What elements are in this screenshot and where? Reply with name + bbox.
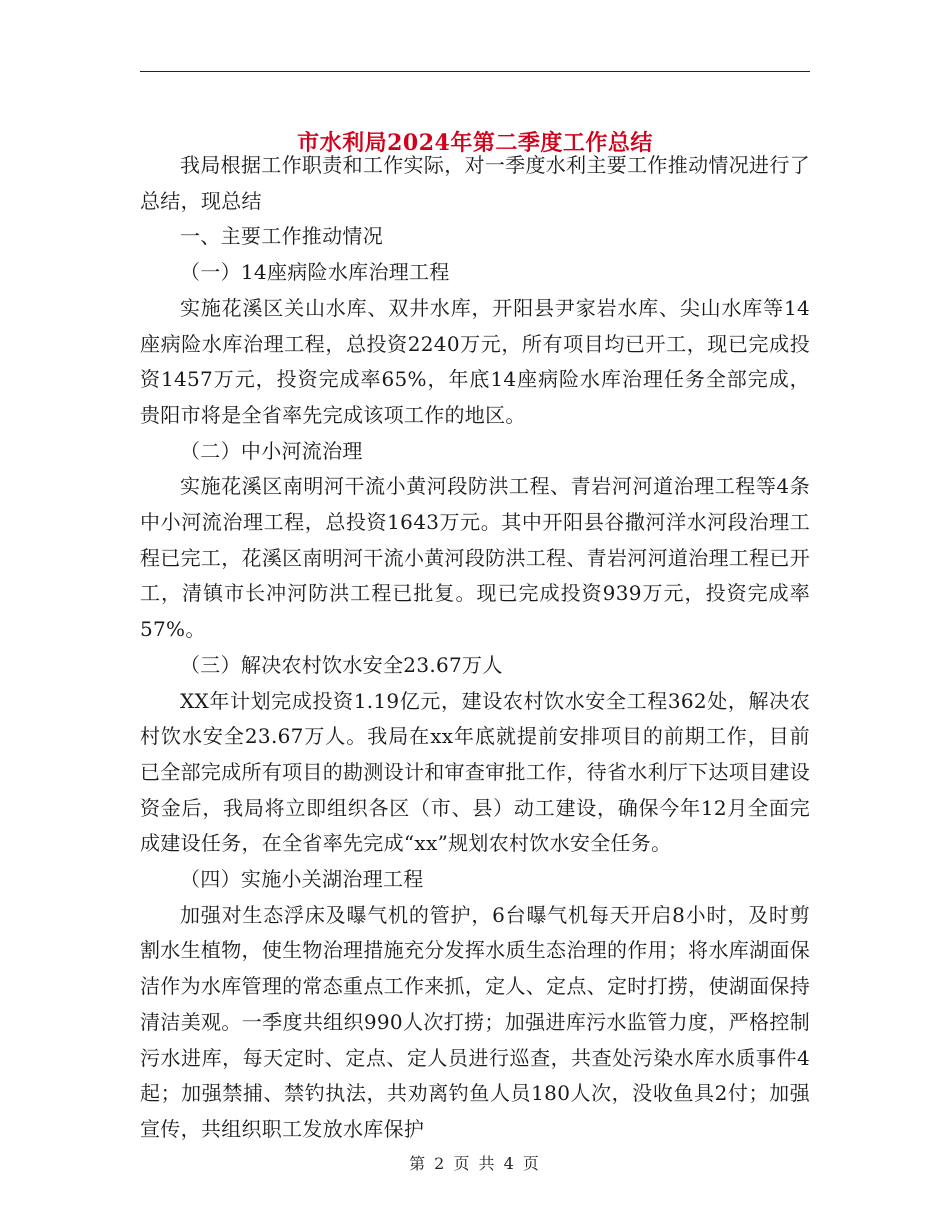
- page-number: 第 2 页 共 4 页: [409, 1154, 541, 1173]
- paragraph-intro: 我局根据工作职责和工作实际，对一季度水利主要工作推动情况进行了总结，现总结: [140, 153, 810, 213]
- section-heading: 一、主要工作推动情况: [180, 224, 383, 249]
- subsection-heading: （二）中小河流治理: [180, 438, 363, 463]
- subsection-heading: （一）14座病险水库治理工程: [180, 260, 450, 285]
- subsection-heading: （四）实施小关湖治理工程: [180, 867, 424, 892]
- paragraph-body: 实施花溪区南明河干流小黄河段防洪工程、青岩河河道治理工程等4条中小河流治理工程，总投资1643万元。其中开阳县谷撒河洋水河段治理工程已完工，花溪区南明河干流小黄河段防洪工程、青岩河河道治理工程已开工，清镇市长冲河防洪工程已批复。现已完成投资939万元，投资完成率57%。: [140, 474, 810, 642]
- paragraph-body: 实施花溪区关山水库、双井水库，开阳县尹家岩水库、尖山水库等14座病险水库治理工程，总投资2240万元，所有项目均已开工，现已完成投资1457万元，投资完成率65%，年底14座病险水库治理任务全部完成，贵阳市将是全省率先完成该项工作的地区。: [140, 295, 810, 427]
- header-rule: [140, 71, 810, 72]
- paragraph-body: 加强对生态浮床及曝气机的管护，6台曝气机每天开启8小时，及时剪割水生植物，使生物治理措施充分发挥水质生态治理的作用；将水库湖面保洁作为水库管理的常态重点工作来抓，定人、定点、定时打捞，使湖面保持清洁美观。一季度共组织990人次打捞；加强进库污水监管力度，严格控制污水进库，每天定时、定点、定人员进行巡查，共查处污染水库水质事件4起；加强禁捕、禁钓执法，共劝离钓鱼人员180人次，没收鱼具2付；加强宣传，共组织职工发放水库保护: [140, 902, 810, 1141]
- subsection-heading: （三）解决农村饮水安全23.67万人: [180, 652, 503, 677]
- paragraph-body: XX年计划完成投资1.19亿元，建设农村饮水安全工程362处，解决农村饮水安全23.67万人。我局在xx年底就提前安排项目的前期工作，目前已全部完成所有项目的勘测设计和审查审批工作，待省水利厅下达项目建设资金后，我局将立即组织各区（市、县）动工建设，确保今年12月全面完成建设任务，在全省率先完成“xx”规划农村饮水安全任务。: [140, 688, 810, 856]
- document-body: [140, 148, 810, 1148]
- page-title: 市水利局2024年第二季度工作总结: [297, 129, 653, 156]
